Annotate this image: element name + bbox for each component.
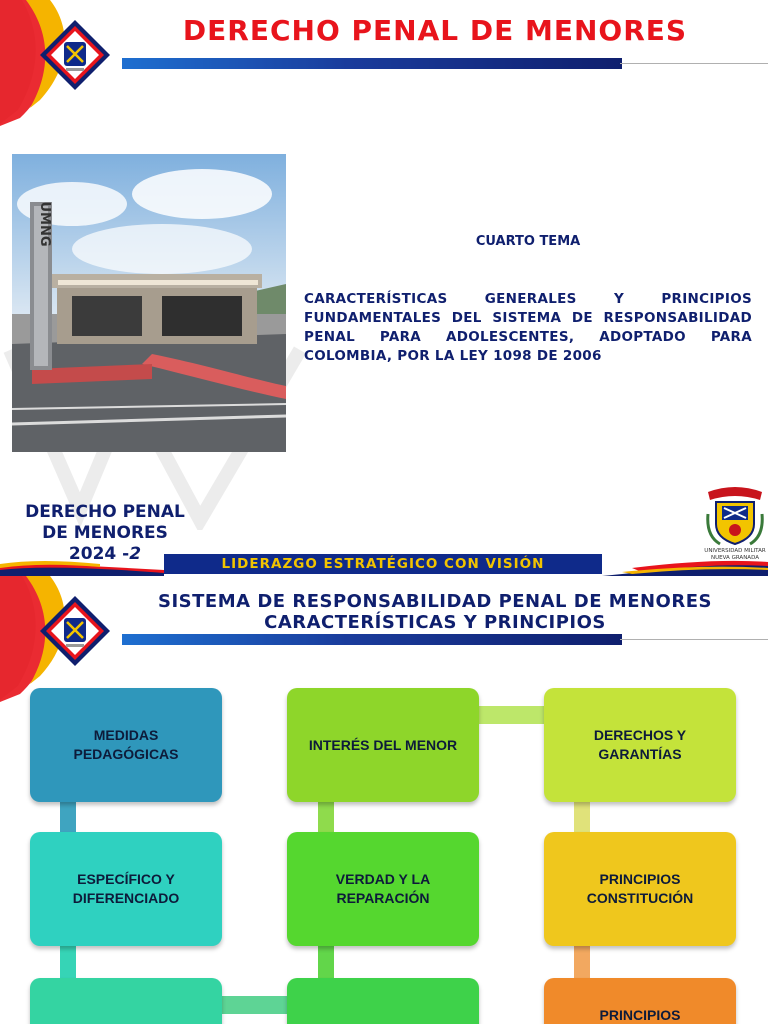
footer-banner: LIDERAZGO ESTRATÉGICO CON VISIÓN [164, 554, 602, 574]
flow-connector [318, 802, 334, 832]
course-period-number: 2 [129, 544, 142, 564]
institution-logo-icon [38, 594, 112, 668]
slide-title [120, 591, 750, 633]
flow-connector [60, 946, 76, 978]
slide-title-line2: CARACTERÍSTICAS Y PRINCIPIOS [264, 612, 606, 633]
title-underline-rule [620, 63, 768, 64]
flow-box-partial [30, 978, 222, 1024]
sign-text: UMNG [37, 201, 52, 247]
flow-box-medidas-pedagogicas: MEDIDAS PEDAGÓGICAS [30, 688, 222, 802]
flow-connector [574, 946, 590, 978]
footer-left-stripe [0, 560, 164, 576]
crest-caption-2: NUEVA GRANADA [711, 555, 759, 560]
flow-connector [318, 946, 334, 978]
campus-entrance-photo [12, 154, 286, 452]
university-crest-icon [700, 484, 768, 560]
slide-title: DERECHO PENAL DE MENORES [182, 14, 688, 47]
course-title-line1: DERECHO PENAL [25, 502, 185, 522]
topic-subheading: CUARTO TEMA [475, 234, 581, 249]
course-title-line2: DE MENORES [42, 523, 168, 543]
crest-caption-1: UNIVERSIDAD MILITAR [704, 548, 766, 554]
course-period-year: 2024 - [68, 544, 130, 564]
topic-description: CARACTERÍSTICAS GENERALES Y PRINCIPIOS FUNDAMENTALES DEL SISTEMA DE RESPONSABILIDAD PENAL PARA ADOLESCENTES, ADOPTADO PARA COLOMBIA, POR LA LEY 1098 DE 2006 [304, 291, 752, 364]
flow-connector [60, 802, 76, 832]
flow-box-interes-del-menor: INTERÉS DEL MENOR [287, 688, 479, 802]
title-underline-bar [122, 634, 622, 645]
flow-box-principios: PRINCIPIOS [544, 978, 736, 1024]
slide-title-line1: SISTEMA DE RESPONSABILIDAD PENAL DE MENORES [158, 591, 712, 612]
flow-connector [220, 996, 288, 1014]
title-underline-bar [122, 58, 622, 69]
footer-right-stripe [602, 560, 768, 576]
title-underline-rule [620, 639, 768, 640]
slide-2 [0, 576, 768, 1024]
flow-connector [574, 802, 590, 832]
flow-box-especifico-y-diferenciado: ESPECÍFICO Y DIFERENCIADO [30, 832, 222, 946]
flow-box-verdad-y-reparacion: VERDAD Y LA REPARACIÓN [287, 832, 479, 946]
flow-box-principios-constitucion: PRINCIPIOS CONSTITUCIÓN [544, 832, 736, 946]
flow-box-partial [287, 978, 479, 1024]
institution-logo-icon [38, 18, 112, 92]
flow-box-derechos-y-garantias: DERECHOS Y GARANTÍAS [544, 688, 736, 802]
flow-connector [478, 706, 546, 724]
